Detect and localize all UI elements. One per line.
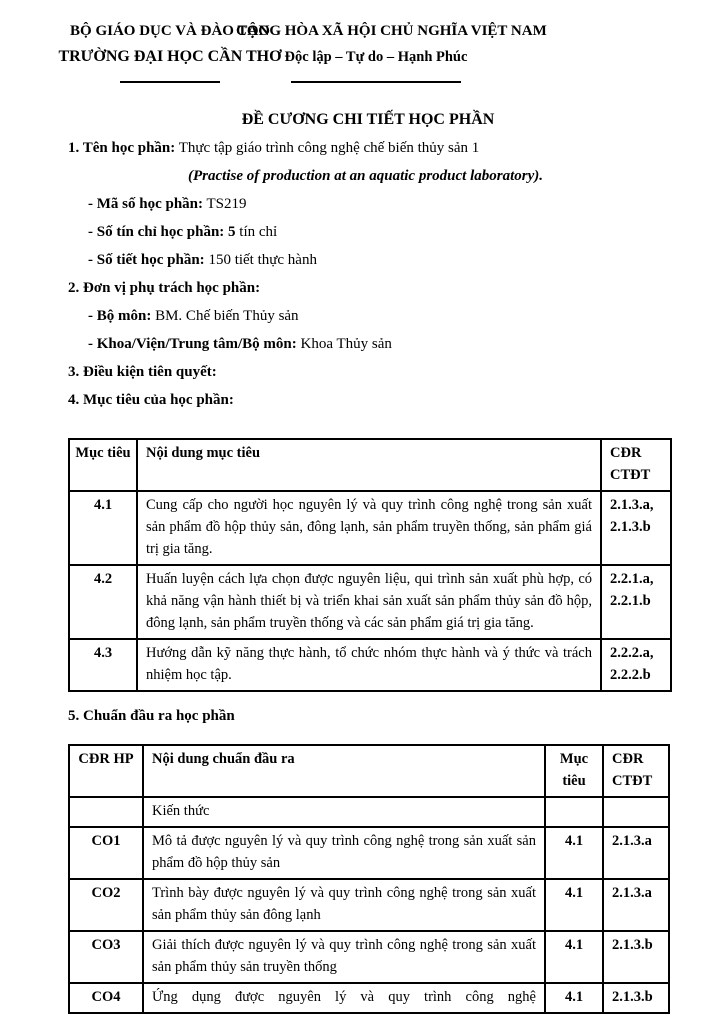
course-name-english: (Practise of production at an aquatic product laboratory). <box>188 168 544 184</box>
course-credits-unit: tín chỉ <box>239 224 278 240</box>
objectives-table-header-row <box>69 439 671 491</box>
outcome-id: CO4 <box>69 983 143 1013</box>
unit-department-line <box>88 302 668 330</box>
course-code-line <box>88 190 668 218</box>
course-credits-number: 5 <box>228 224 236 240</box>
outcomes-heading: 5. Chuẩn đầu ra học phần <box>68 708 235 724</box>
course-name-value: Thực tập giáo trình công nghệ chế biến thủy sản 1 <box>178 140 480 156</box>
course-credits-line <box>88 218 668 246</box>
table-row <box>69 565 671 639</box>
outcome-cdr: 2.1.3.a <box>603 879 669 931</box>
outcomes-table <box>68 744 670 1014</box>
course-code-label: - Mã số học phần: <box>88 196 204 212</box>
outcomes-col-cdrctdt: CĐR CTĐT <box>603 745 669 797</box>
document-header <box>58 18 668 94</box>
objective-cdr: 2.2.1.a, 2.2.1.b <box>601 565 671 639</box>
objectives-col-noidung: Nội dung mục tiêu <box>137 439 601 491</box>
unit-faculty-value: Khoa Thủy sản <box>300 336 392 352</box>
table-row <box>69 983 669 1013</box>
outcome-id: CO2 <box>69 879 143 931</box>
outcome-content: Mô tả được nguyên lý và quy trình công nghệ trong sản xuất sản phẩm đồ hộp thủy sản <box>143 827 545 879</box>
outcomes-col-muctieu: Mục tiêu <box>545 745 603 797</box>
objective-id: 4.3 <box>69 639 137 691</box>
outcome-cdr: 2.1.3.a <box>603 827 669 879</box>
objectives-col-muctieu: Mục tiêu <box>69 439 137 491</box>
outcome-id: CO3 <box>69 931 143 983</box>
ministry-name: BỘ GIÁO DỤC VÀ ĐÀO TẠO <box>70 23 270 39</box>
unit-heading: 2. Đơn vị phụ trách học phần: <box>68 280 261 296</box>
outcome-cdr: 2.1.3.b <box>603 983 669 1013</box>
objective-cdr: 2.2.2.a, 2.2.2.b <box>601 639 671 691</box>
outcome-objective: 4.1 <box>545 879 603 931</box>
outcome-objective: 4.1 <box>545 931 603 983</box>
prerequisite-heading: 3. Điều kiện tiên quyết: <box>68 364 217 380</box>
empty-cell <box>545 797 603 827</box>
knowledge-group-row <box>69 797 669 827</box>
table-row <box>69 879 669 931</box>
outcome-objective: 4.1 <box>545 827 603 879</box>
objective-content: Cung cấp cho người học nguyên lý và quy trình công nghệ trong sản xuất sản phẩm đồ hộp thủy sản, đông lạnh, sản phẩm truyền thống, sản phẩm giá trị gia tăng. <box>137 491 601 565</box>
unit-department-label: - Bộ môn: <box>88 308 152 324</box>
republic-name: CỘNG HÒA XÃ HỘI CHỦ NGHĨA VIỆT NAM <box>236 23 547 39</box>
unit-faculty-line <box>88 330 668 358</box>
course-periods-label: - Số tiết học phần: <box>88 252 205 268</box>
outcome-content: Giải thích được nguyên lý và quy trình công nghệ trong sản xuất sản phẩm thủy sản truyền thống <box>143 931 545 983</box>
outcome-content: Trình bày được nguyên lý và quy trình công nghệ trong sản xuất sản phẩm thủy sản đông lạnh <box>143 879 545 931</box>
course-name-label: 1. Tên học phần: <box>68 140 176 156</box>
outcome-content: Ứng dụng được nguyên lý và quy trình công nghệ <box>143 983 545 1013</box>
outcomes-col-noidung: Nội dung chuẩn đầu ra <box>143 745 545 797</box>
course-periods-line <box>88 246 668 274</box>
objective-id: 4.2 <box>69 565 137 639</box>
outcomes-col-cdrhp: CĐR HP <box>69 745 143 797</box>
outcome-id: CO1 <box>69 827 143 879</box>
objectives-table <box>68 438 672 692</box>
objectives-heading: 4. Mục tiêu của học phần: <box>68 392 234 408</box>
empty-cell <box>69 797 143 827</box>
header-right-rule <box>291 79 461 83</box>
outcome-cdr: 2.1.3.b <box>603 931 669 983</box>
course-credits-label: - Số tín chỉ học phần: <box>88 224 225 240</box>
objective-content: Huấn luyện cách lựa chọn được nguyên liệu, qui trình sản xuất phù hợp, có khả năng vận hành thiết bị và triển khai sản xuất sản phẩm thủy sản đồ hộp, đông lạnh, sản phẩm truyền thống và các sản phẩm giá trị gia tăng. <box>137 565 601 639</box>
objective-cdr: 2.1.3.a, 2.1.3.b <box>601 491 671 565</box>
objective-content: Hướng dẫn kỹ năng thực hành, tổ chức nhóm thực hành và ý thức và trách nhiệm học tập. <box>137 639 601 691</box>
unit-department-value: BM. Chế biến Thủy sản <box>155 308 299 324</box>
table-row <box>69 827 669 879</box>
objectives-col-cdr: CĐR CTĐT <box>601 439 671 491</box>
course-code-value: TS219 <box>206 196 247 212</box>
outcomes-table-header-row <box>69 745 669 797</box>
course-name-line <box>68 134 668 162</box>
header-right-block <box>236 18 547 88</box>
objective-id: 4.1 <box>69 491 137 565</box>
unit-faculty-label: - Khoa/Viện/Trung tâm/Bộ môn: <box>88 336 297 352</box>
outcome-objective: 4.1 <box>545 983 603 1013</box>
national-motto: Độc lập – Tự do – Hạnh Phúc <box>284 49 468 65</box>
table-row <box>69 639 671 691</box>
table-row <box>69 491 671 565</box>
group-label: Kiến thức <box>143 797 545 827</box>
university-name: TRƯỜNG ĐẠI HỌC CẦN THƠ <box>58 48 282 65</box>
page-title: ĐỀ CƯƠNG CHI TIẾT HỌC PHẦN <box>241 111 495 128</box>
empty-cell <box>603 797 669 827</box>
header-left-rule <box>120 79 220 83</box>
table-row <box>69 931 669 983</box>
course-periods-value: 150 tiết thực hành <box>208 252 317 268</box>
